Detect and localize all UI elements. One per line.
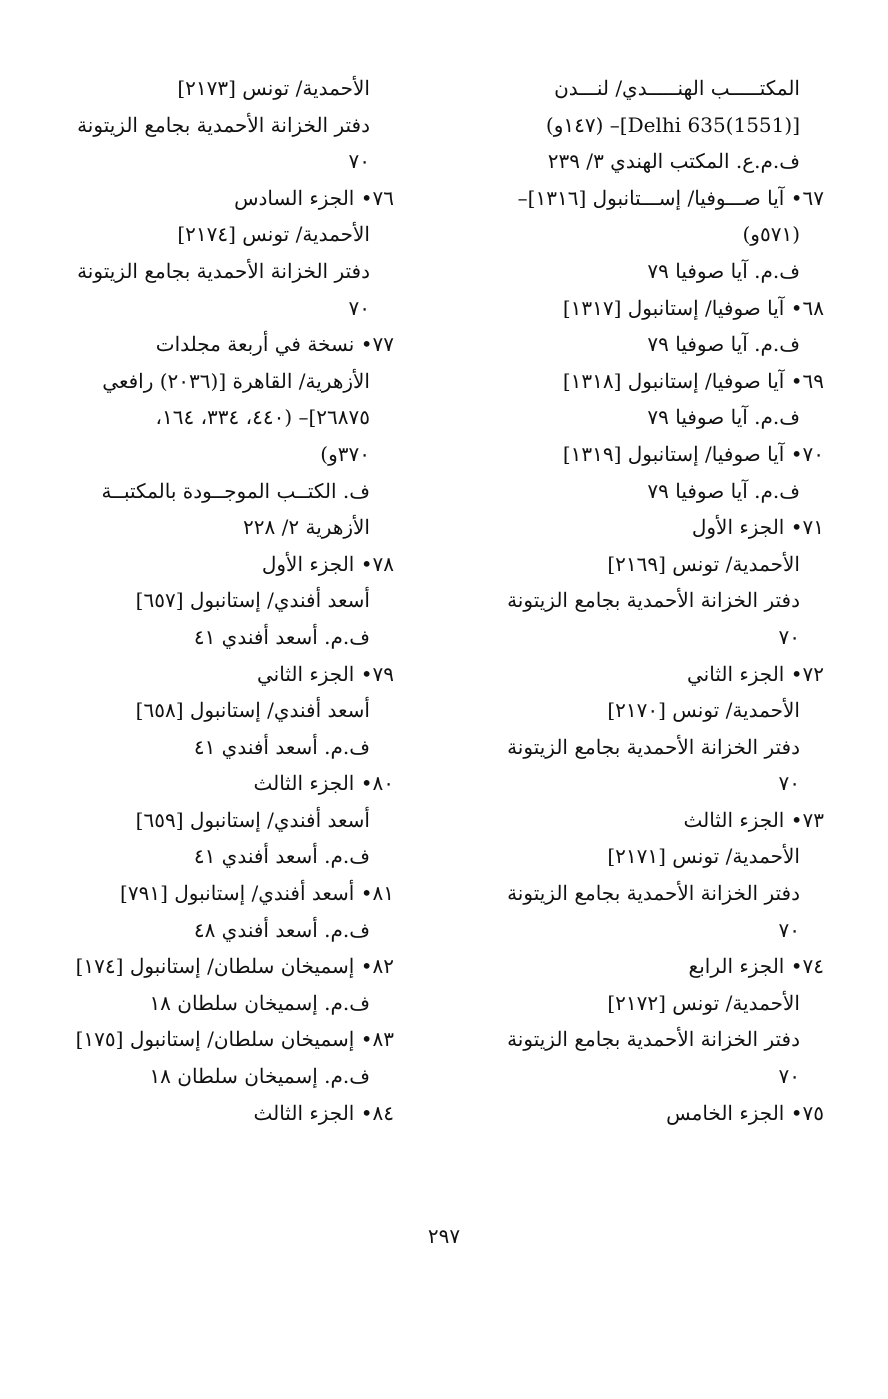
entry-detail-line: [(1551)Delhi 635]– (١٤٧و) bbox=[545, 112, 800, 137]
entry-heading-line: ٨٤• الجزء الثالث bbox=[253, 1100, 394, 1125]
entry-heading-line: ٧٨• الجزء الأول bbox=[261, 551, 394, 576]
entry-heading-line: ٨٣• إسميخان سلطان/ إستانبول [١٧٥] bbox=[75, 1027, 394, 1052]
entry-detail-line: ٧٠ bbox=[778, 917, 800, 942]
entry-detail-line: ف.م. أسعد أفندي ٤١ bbox=[193, 624, 370, 649]
entry-detail-line: (٥٧١و) bbox=[742, 222, 800, 247]
entry-heading-line: ٧٣• الجزء الثالث bbox=[683, 807, 824, 832]
entry-detail-line: ف.م. أسعد أفندي ٤١ bbox=[193, 734, 370, 759]
entry-heading-line: ٧٥• الجزء الخامس bbox=[666, 1100, 824, 1125]
entry-heading-line: ٧٩• الجزء الثاني bbox=[256, 661, 394, 686]
entry-detail-line: ٣٧٠و) bbox=[320, 441, 370, 466]
entry-heading-line: ٧٦• الجزء السادس bbox=[234, 185, 394, 210]
page-number: ٢٩٧ bbox=[427, 1224, 461, 1248]
entry-detail-line: الأحمدية/ تونس [٢١٧٠] bbox=[607, 698, 800, 723]
entry-detail-line: ٧٠ bbox=[778, 1064, 800, 1089]
entry-detail-line: الأحمدية/ تونس [٢١٧١] bbox=[607, 844, 800, 869]
entry-detail-line: ف.م. أسعد أفندي ٤٨ bbox=[193, 917, 370, 942]
entry-detail-line: أسعد أفندي/ إستانبول [٦٥٧] bbox=[135, 588, 370, 613]
right-column bbox=[468, 70, 824, 1131]
entry-heading-line: ٧٠• آيا صوفيا/ إستانبول [١٣١٩] bbox=[562, 441, 824, 466]
entry-detail-line: المكتـــــب الهنـــــدي/ لنـــدن bbox=[554, 76, 800, 100]
entry-detail-line: ٧٠ bbox=[348, 149, 370, 174]
entry-detail-line: ف.م. إسميخان سلطان ١٨ bbox=[149, 990, 370, 1015]
entry-detail-line: ف.م. إسميخان سلطان ١٨ bbox=[149, 1064, 370, 1089]
entry-detail-line: الأزهرية/ القاهرة [(٢٠٣٦) رافعي bbox=[102, 368, 370, 393]
entry-heading-line: ٦٨• آيا صوفيا/ إستانبول [١٣١٧] bbox=[562, 295, 824, 320]
entry-detail-line: أسعد أفندي/ إستانبول [٦٥٨] bbox=[135, 698, 370, 723]
entry-detail-line: أسعد أفندي/ إستانبول [٦٥٩] bbox=[135, 807, 370, 832]
entry-detail-line: دفتر الخزانة الأحمدية بجامع الزيتونة bbox=[507, 734, 800, 759]
entry-detail-line: الأحمدية/ تونس [٢١٧٣] bbox=[177, 76, 370, 100]
entry-heading-line: ٨١• أسعد أفندي/ إستانبول [٧٩١] bbox=[120, 881, 394, 906]
entry-detail-line: ٢٦٨٧٥]– (٤٤٠، ٣٣٤، ١٦٤، bbox=[155, 405, 370, 430]
entry-heading-line: ٨٠• الجزء الثالث bbox=[253, 771, 394, 796]
entry-heading-line: ٦٧• آيا صـــوفيا/ إســـتانبول [١٣١٦]– bbox=[517, 185, 824, 210]
entry-detail-line: الأحمدية/ تونس [٢١٧٢] bbox=[607, 990, 800, 1015]
entry-heading-line: ٨٢• إسميخان سلطان/ إستانبول [١٧٤] bbox=[75, 954, 394, 979]
entry-detail-line: دفتر الخزانة الأحمدية بجامع الزيتونة bbox=[77, 112, 370, 137]
entry-detail-line: الأزهرية ٢/ ٢٢٨ bbox=[243, 515, 370, 540]
entry-detail-line: ف. الكتــب الموجــودة بالمكتبــة bbox=[101, 478, 370, 503]
entry-heading-line: ٧١• الجزء الأول bbox=[691, 515, 824, 540]
entry-heading-line: ٧٢• الجزء الثاني bbox=[686, 661, 824, 686]
entry-detail-line: ف.م. آيا صوفيا ٧٩ bbox=[647, 405, 800, 430]
entry-detail-line: ف.م. آيا صوفيا ٧٩ bbox=[647, 478, 800, 503]
entry-detail-line: ف.م. آيا صوفيا ٧٩ bbox=[647, 332, 800, 357]
entry-detail-line: ٧٠ bbox=[778, 771, 800, 796]
entry-detail-line: دفتر الخزانة الأحمدية بجامع الزيتونة bbox=[507, 1027, 800, 1052]
entry-detail-line: ف.م. آيا صوفيا ٧٩ bbox=[647, 258, 800, 283]
entry-detail-line: دفتر الخزانة الأحمدية بجامع الزيتونة bbox=[77, 258, 370, 283]
entry-detail-line: ف.م. أسعد أفندي ٤١ bbox=[193, 844, 370, 869]
entry-detail-line: ٧٠ bbox=[778, 624, 800, 649]
entry-detail-line: دفتر الخزانة الأحمدية بجامع الزيتونة bbox=[507, 881, 800, 906]
entry-heading-line: ٧٤• الجزء الرابع bbox=[688, 954, 824, 979]
entry-detail-line: ٧٠ bbox=[348, 295, 370, 320]
entry-detail-line: الأحمدية/ تونس [٢١٧٤] bbox=[177, 222, 370, 247]
entry-heading-line: ٧٧• نسخة في أربعة مجلدات bbox=[155, 332, 394, 357]
left-column bbox=[75, 70, 394, 1131]
entry-heading-line: ٦٩• آيا صوفيا/ إستانبول [١٣١٨] bbox=[562, 368, 824, 393]
entry-detail-line: الأحمدية/ تونس [٢١٦٩] bbox=[607, 551, 800, 576]
entry-detail-line: دفتر الخزانة الأحمدية بجامع الزيتونة bbox=[507, 588, 800, 613]
entry-detail-line: ف.م.ع. المكتب الهندي ٣/ ٢٣٩ bbox=[547, 149, 800, 174]
